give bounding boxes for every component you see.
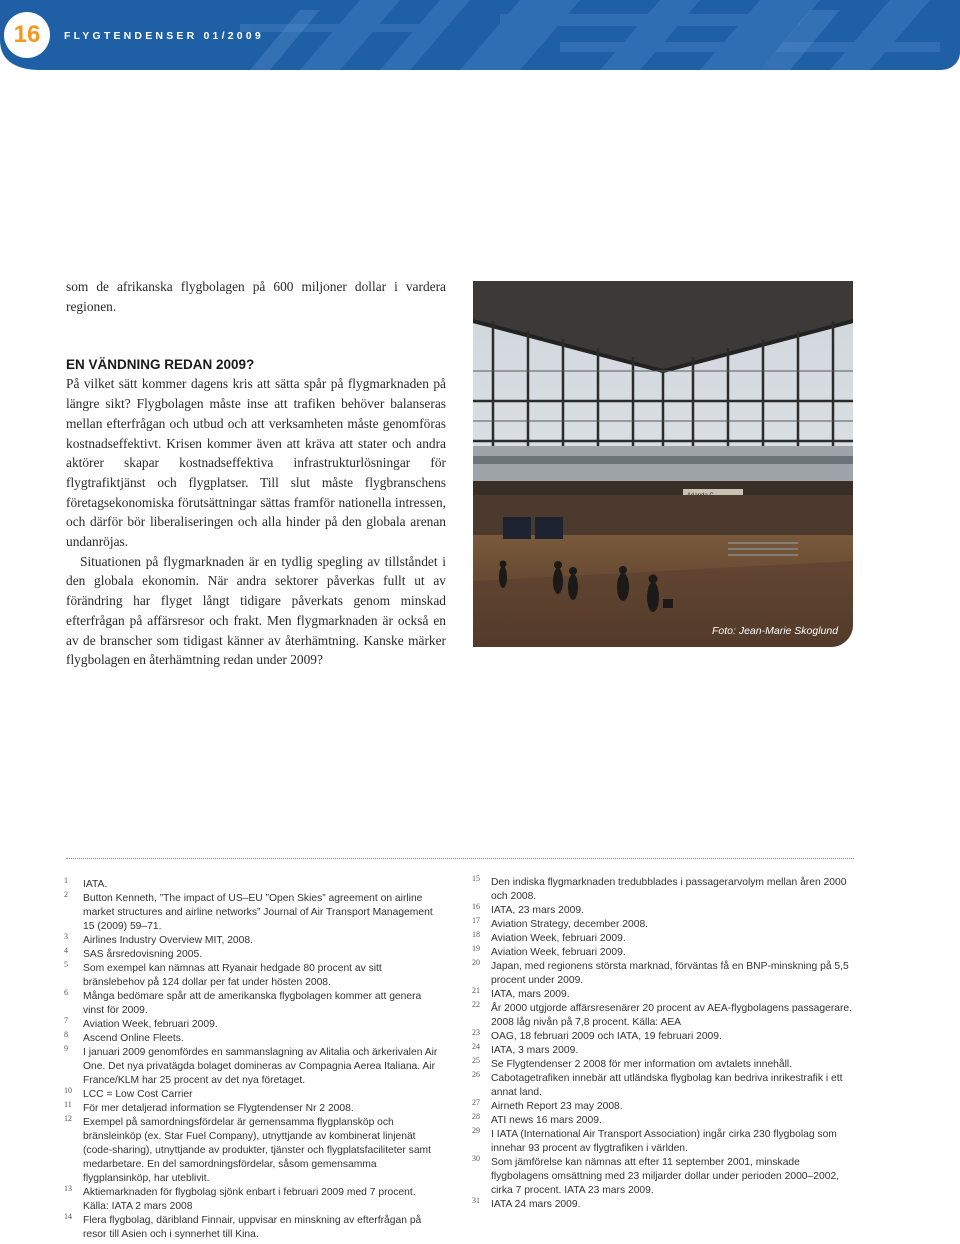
page-header (0, 0, 960, 72)
terminal-photo (473, 281, 853, 647)
body-paragraph: Situationen på flygmarknaden är en tydlig spegling av tillståndet i den globala ekonomin. När andra sektorer påverkas fullt ut av förändring har flyget långt tidigare påverkats genom minskad efterfrågan på affärsresor och frakt. Men flygmarknaden är också en av de branscher som tidigast känner av återhämtning. Kanske märker flygbolagen en återhämtning redan under 2009? (66, 553, 446, 668)
footnote (64, 934, 444, 948)
footnote-number: 3 (64, 932, 68, 941)
footnote-text: SAS årsredovisning 2005. (83, 949, 203, 960)
footnote-number: 17 (472, 916, 480, 925)
footnote-text: Exempel på samordningsfördelar är gemensamma flygplansköp och bränsleinköp (ex. Star Fuel Company), utnyttjande av kombinerat linjenät (code-sharing), utnyttjande av produkter, tjänster och flygplatsfaciliteter samt medarbetare. En del samordningsfördelar, såsom gemensamma flygplansinköp, har uteblivit. (83, 1117, 431, 1184)
footnote (64, 1102, 444, 1116)
footnote (472, 1030, 857, 1044)
footnote-text: Airlines Industry Overview MIT, 2008. (83, 935, 253, 946)
footnote-number: 15 (472, 874, 480, 883)
footnote-text: ATI news 16 mars 2009. (491, 1115, 602, 1126)
footnote (472, 946, 857, 960)
footnote-number: 13 (64, 1184, 72, 1193)
footnote-number: 2 (64, 890, 68, 899)
footnote-text: För mer detaljerad information se Flygtendenser Nr 2 2008. (83, 1103, 354, 1114)
footnote-text: Aviation Strategy, december 2008. (491, 919, 649, 930)
footnote-number: 16 (472, 902, 480, 911)
footnote-number: 12 (64, 1114, 72, 1123)
section-heading: EN VÄNDNING REDAN 2009? (66, 357, 255, 373)
footnote (472, 1072, 857, 1100)
photo-caption: Foto: Jean-Marie Skoglund (712, 625, 839, 637)
publication-title: FLYGTENDENSER 01/2009 (64, 30, 264, 42)
footnote-number: 25 (472, 1056, 480, 1065)
footnote (64, 1088, 444, 1102)
footnote-text: Som exempel kan nämnas att Ryanair hedgade 80 procent av sitt bränslebehov på 124 dollar per fat under hösten 2008. (83, 963, 382, 988)
footnote-number: 21 (472, 986, 480, 995)
footnote (472, 1044, 857, 1058)
footnote-text: Den indiska flygmarknaden tredubblades i passagerarvolym mellan åren 2000 och 2008. (491, 877, 847, 902)
footnote-text: Som jämförelse kan nämnas att efter 11 september 2001, minskade flygbolagens omsättning med 23 miljarder dollar under perioden 2000–2002, cirka 7 procent. IATA 23 mars 2009. (491, 1157, 840, 1196)
footnote (64, 1116, 444, 1186)
footnote-text: OAG, 18 februari 2009 och IATA, 19 februari 2009. (491, 1031, 722, 1042)
footnote (64, 962, 444, 990)
footnote-number: 18 (472, 930, 480, 939)
footnote-text: Aviation Week, februari 2009. (83, 1019, 218, 1030)
footnote-number: 7 (64, 1016, 68, 1025)
footnote-text: Se Flygtendenser 2 2008 för mer information om avtalets innehåll. (491, 1059, 793, 1070)
footnote-text: IATA, 3 mars 2009. (491, 1045, 579, 1056)
footnote-number: 4 (64, 946, 68, 955)
footnote (472, 904, 857, 918)
footnote-text: Många bedömare spår att de amerikanska flygbolagen kommer att genera vinst för 2009. (83, 991, 422, 1016)
footnote (64, 948, 444, 962)
footnote (64, 990, 444, 1018)
footnotes-left (64, 878, 444, 1242)
footnote (472, 932, 857, 946)
footnote-number: 30 (472, 1154, 480, 1163)
footnote-number: 6 (64, 988, 68, 997)
page-number: 16 (4, 12, 50, 58)
footnote-text: IATA. (83, 879, 108, 890)
footnote (472, 1100, 857, 1114)
footnote (64, 878, 444, 892)
footnote-divider (66, 858, 854, 859)
footnote-text: IATA 24 mars 2009. (491, 1199, 581, 1210)
body-paragraph: På vilket sätt kommer dagens kris att sätta spår på flygmarknaden på längre sikt? Flygbolagen måste inse att trafiken behöver balanseras mellan efterfrågan och utbud och att verksamheten måste genomföras kostnadseffektivt. Krisen kommer även att kräva att stater och andra aktörer skapar kostnadseffektiva infrastrukturlösningar för flygtrafiktjänst och flygplatser. Till slut måste flygbranschens företagsekonomiska förutsättningar sättas framför nationella intressen, och därför bör liberaliseringen och alla hinder på den globala arenan undanröjas. (66, 376, 446, 550)
footnote-number: 31 (472, 1196, 480, 1205)
footnotes-right (472, 876, 857, 1212)
footnote-number: 8 (64, 1030, 68, 1039)
footnote-number: 24 (472, 1042, 480, 1051)
intro-paragraph: som de afrikanska flygbolagen på 600 miljoner dollar i vardera regionen. (66, 279, 446, 314)
footnote-text: Flera flygbolag, däribland Finnair, uppvisar en minskning av efterfrågan på resor till Asien och i synnerhet till Kina. (83, 1215, 422, 1240)
footnote-text: Cabotagetrafiken innebär att utländska flygbolag kan bedriva inrikestrafik i ett annat land. (491, 1073, 843, 1098)
footnote-text: Aktiemarknaden för flygbolag sjönk enbart i februari 2009 med 7 procent. Källa: IATA 2 mars 2008 (83, 1187, 416, 1212)
footnote-number: 28 (472, 1112, 480, 1121)
footnote-number: 19 (472, 944, 480, 953)
footnote-text: Aviation Week, februari 2009. (491, 947, 626, 958)
footnote-number: 9 (64, 1044, 68, 1053)
footnote-number: 14 (64, 1212, 72, 1221)
footnote (472, 1114, 857, 1128)
footnote-number: 11 (64, 1100, 72, 1109)
footnote (472, 1058, 857, 1072)
footnote (472, 918, 857, 932)
article-body (66, 277, 446, 670)
footnote (472, 1002, 857, 1030)
footnote-text: Airneth Report 23 may 2008. (491, 1101, 623, 1112)
footnote-text: I januari 2009 genomfördes en sammanslagning av Alitalia och ärkerivalen Air One. Det nya privatägda bolaget domineras av Compagnia Aerea Italiana. Air France/KLM har 25 procent av det nya företaget. (83, 1047, 438, 1086)
footnote (472, 988, 857, 1002)
footnote-text: IATA, 23 mars 2009. (491, 905, 584, 916)
footnote (64, 1032, 444, 1046)
footnote-text: Button Kenneth, ”The impact of US–EU ”Open Skies” agreement on airline market structures and airline networks” Journal of Air Transport Management 15 (2009) 59–71. (83, 893, 433, 932)
footnote-text: LCC = Low Cost Carrier (83, 1089, 193, 1100)
footnote-number: 26 (472, 1070, 480, 1079)
footnote-number: 29 (472, 1126, 480, 1135)
footnote (472, 1198, 857, 1212)
footnote-number: 20 (472, 958, 480, 967)
footnote-number: 10 (64, 1086, 72, 1095)
footnote (472, 960, 857, 988)
footnote (64, 892, 444, 934)
footnote (472, 1156, 857, 1198)
footnote (64, 1214, 444, 1242)
footnote (472, 1128, 857, 1156)
footnote-text: IATA, mars 2009. (491, 989, 570, 1000)
footnote-text: Aviation Week, februari 2009. (491, 933, 626, 944)
footnote-number: 22 (472, 1000, 480, 1009)
footnote (64, 1046, 444, 1088)
footnote-text: År 2000 utgjorde affärsresenärer 20 procent av AEA-flygbolagens passagerare. 2008 låg nivån på 7,8 procent. Källa: AEA (491, 1003, 852, 1028)
footnote-text: I IATA (International Air Transport Association) ingår cirka 230 flygbolag som innehar 93 procent av flygtrafiken i världen. (491, 1129, 837, 1154)
footnote (472, 876, 857, 904)
terminal-illustration (473, 281, 853, 647)
footnote-number: 23 (472, 1028, 480, 1037)
footnote-text: Japan, med regionens största marknad, förväntas få en BNP-minskning på 5,5 procent under 2009. (491, 961, 849, 986)
footnote (64, 1018, 444, 1032)
footnote-text: Ascend Online Fleets. (83, 1033, 184, 1044)
footnote-number: 1 (64, 876, 68, 885)
footnote-number: 5 (64, 960, 68, 969)
footnote (64, 1186, 444, 1214)
footnote-number: 27 (472, 1098, 480, 1107)
